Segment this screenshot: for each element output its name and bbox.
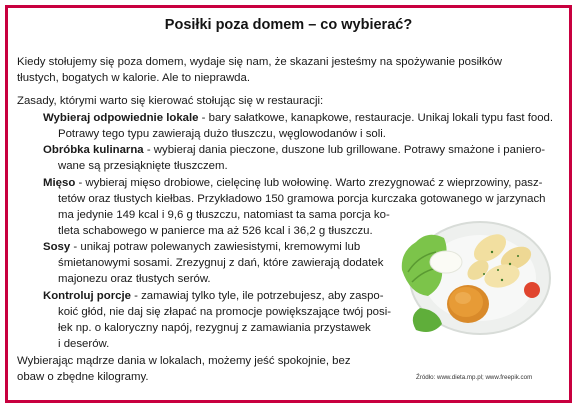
rule-term: Wybieraj odpowiednie lokale [43,112,199,124]
intro-line-2: tłustych, bogatych w kalorie. Ale to nieprawda. [17,72,251,84]
source-credit: Źródło: www.dieta.mp.pl; www.freepik.com [416,374,533,381]
rule-term: Mięso [43,177,76,189]
rule-text: - zamawiaj tylko tyle, ile potrzebujesz, aby zaspo- [130,290,384,302]
rule-item-venues [43,111,553,127]
rule-item-sauces [43,240,360,256]
food-plate-image [398,212,556,344]
rule-line: śmietanowymi sosami. Zrezygnuj z dań, które zawierają dodatek [58,257,384,269]
rule-line: koić głód, nie daj się złapać na promocje powiększające twój posi- [58,306,392,318]
rule-line: wane są przesiąknięte tłuszczem. [58,160,228,172]
rule-line: majonezu oraz tłustych serów. [58,273,211,285]
rule-term: Obróbka kulinarna [43,144,144,156]
rule-term: Sosy [43,241,71,253]
page-title: Posiłki poza domem – co wybierać? [164,17,413,33]
rule-term: Kontroluj porcje [43,290,131,302]
rule-text: - wybieraj mięso drobiowe, cielęcinę lub wołowinę. Warto zrezygnować z wieprzowiny, pasz- [75,177,543,189]
rule-item-meat [43,176,542,192]
closing-line-2: obaw o zbędne kilogramy. [17,371,149,383]
rule-line: ma jedynie 149 kcal i 9,6 g tłuszczu, natomiast ta sama porcja ko- [58,209,390,221]
rule-line: i deserów. [58,338,110,350]
rules-heading: Zasady, którymi warto się kierować stołując się w restauracji: [17,95,324,107]
rule-item-portions [43,289,384,305]
rule-text: - unikaj potraw polewanych zawiesistymi, kremowymi lub [70,241,361,253]
rule-text: - wybieraj dania pieczone, duszone lub grillowane. Potrawy smażone i paniero- [143,144,546,156]
rule-item-cooking [43,143,545,159]
rule-line: tetów oraz tłustych kiełbas. Przykładowo 150 gramowa porcja kurczaka gotowanego w jarzynach [58,193,546,205]
rule-line: tleta schabowego w panierce ma aż 526 kcal i 36,2 g tłuszczu. [58,225,373,237]
rule-text: - bary sałatkowe, kanapkowe, restauracje. Unikaj lokali typu fast food. [198,112,554,124]
intro-line-1: Kiedy stołujemy się poza domem, wydaje się nam, że skazani jesteśmy na spożywanie posiłków [17,56,502,68]
rule-line: łek np. o kaloryczny napój, rezygnuj z zamawiania przystawek [58,322,371,334]
rule-line: Potrawy tego typu zawierają dużo tłuszczu, węglowodanów i soli. [58,128,386,140]
closing-line-1: Wybierając mądrze dania w lokalach, możemy jeść spokojnie, bez [17,355,351,367]
